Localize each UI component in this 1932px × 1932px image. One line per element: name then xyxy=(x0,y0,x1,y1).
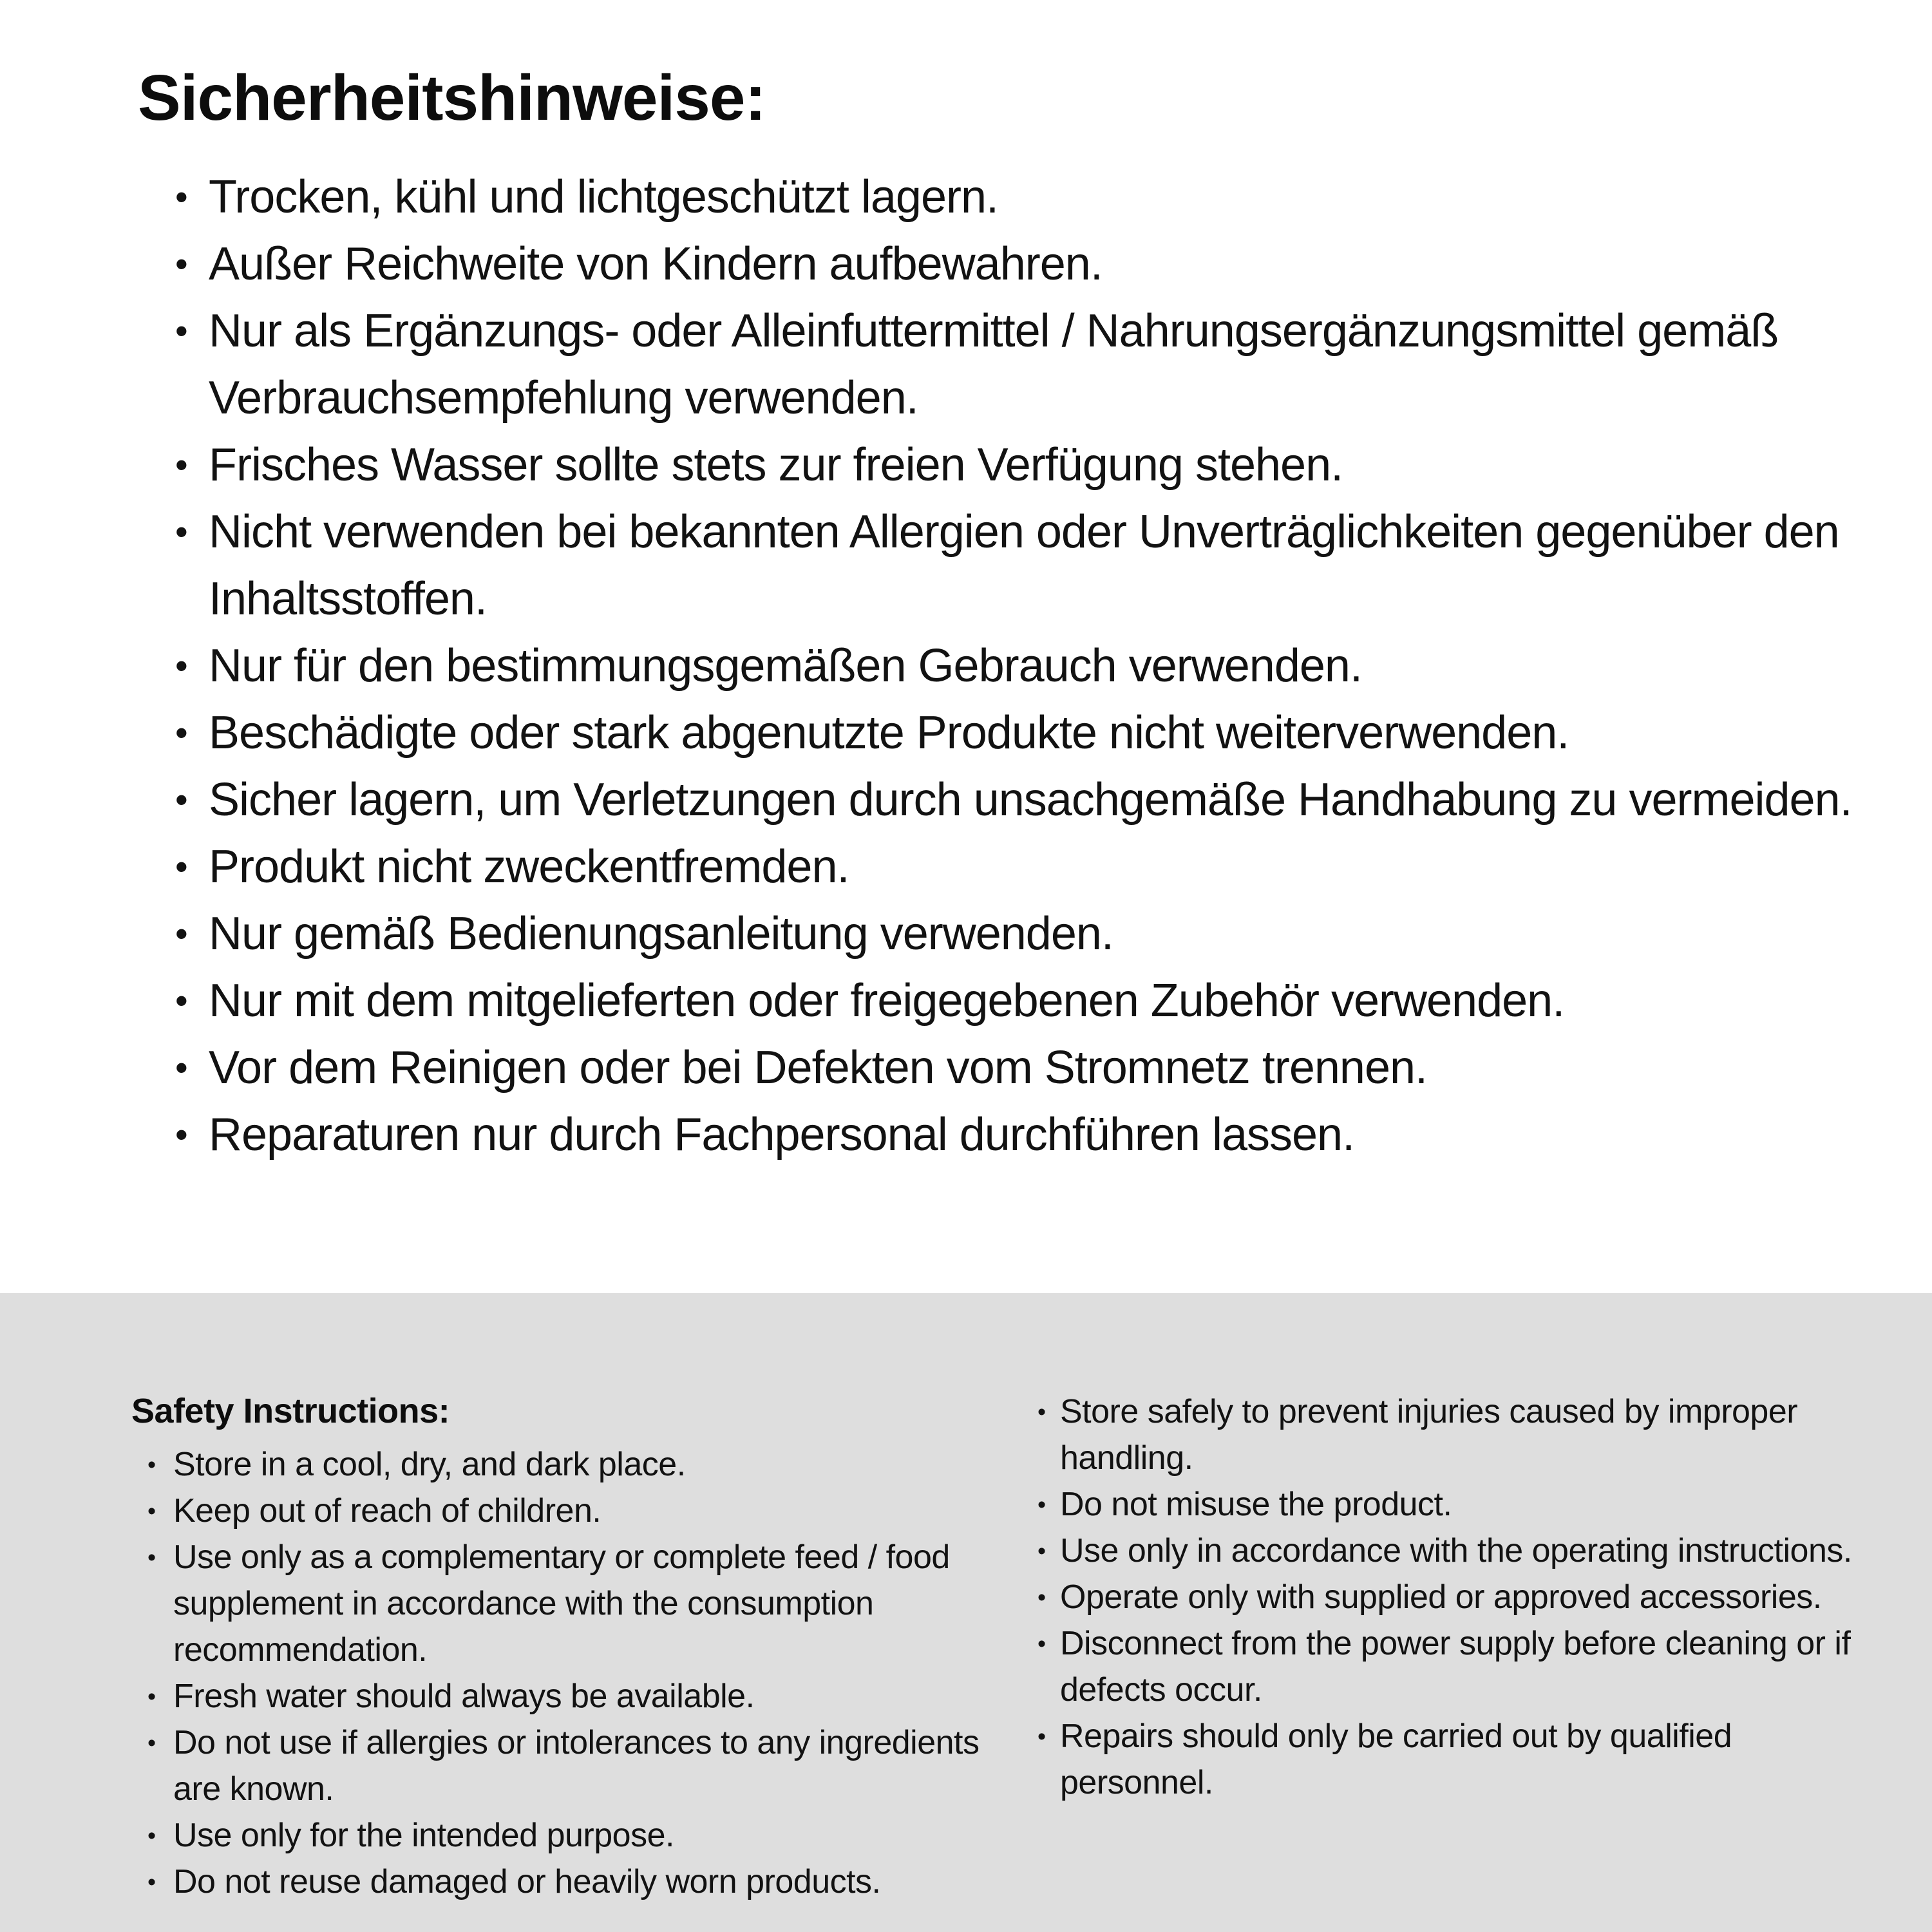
bullet-icon: • xyxy=(147,1868,156,1895)
english-safety-item-text: Store in a cool, dry, and dark place. xyxy=(173,1446,686,1483)
german-safety-item-text: Sicher lagern, um Verletzungen durch unsachgemäße Handhabung zu vermeiden. xyxy=(209,774,1852,826)
english-safety-item xyxy=(147,1534,1004,1673)
english-safety-item xyxy=(147,1673,1004,1719)
bullet-icon: • xyxy=(147,1729,156,1756)
english-safety-item xyxy=(1037,1574,1859,1620)
bullet-icon: • xyxy=(175,712,187,753)
bullet-icon: • xyxy=(1037,1537,1046,1564)
bullet-icon: • xyxy=(175,310,187,351)
english-safety-item-text: Use only for the intended purpose. xyxy=(173,1817,674,1854)
german-safety-item xyxy=(175,833,1870,900)
german-safety-item xyxy=(175,298,1870,431)
english-safety-heading: Safety Instructions: xyxy=(131,1392,450,1430)
german-safety-item-text: Nur als Ergänzungs- oder Alleinfuttermittel / Nahrungsergänzungsmittel gemäß Verbrauchsempfehlung verwenden. xyxy=(209,305,1779,424)
german-safety-item xyxy=(175,498,1870,632)
english-safety-item-text: Keep out of reach of children. xyxy=(173,1492,601,1530)
english-safety-item-text: Do not misuse the product. xyxy=(1060,1486,1452,1523)
german-safety-item xyxy=(175,431,1870,498)
english-safety-item xyxy=(1037,1481,1859,1528)
german-safety-item-text: Produkt nicht zweckentfremden. xyxy=(209,841,849,893)
bullet-icon: • xyxy=(147,1544,156,1571)
bullet-icon: • xyxy=(175,1047,187,1088)
bullet-icon: • xyxy=(175,176,187,217)
german-safety-item-text: Nicht verwenden bei bekannten Allergien oder Unverträglichkeiten gegenüber den Inhaltsstoffen. xyxy=(209,506,1839,625)
english-right-column xyxy=(1037,1388,1859,1806)
bullet-icon: • xyxy=(175,779,187,820)
german-safety-item-text: Nur gemäß Bedienungsanleitung verwenden. xyxy=(209,908,1113,960)
bullet-icon: • xyxy=(1037,1723,1046,1750)
english-columns xyxy=(131,1388,1889,1905)
english-safety-item-text: Do not use if allergies or intolerances to any ingredients are known. xyxy=(173,1724,980,1808)
bullet-icon: • xyxy=(147,1822,156,1849)
bullet-icon: • xyxy=(147,1497,156,1524)
english-safety-item-text: Disconnect from the power supply before cleaning or if defects occur. xyxy=(1060,1625,1851,1709)
english-safety-item xyxy=(147,1441,1004,1488)
german-safety-item xyxy=(175,766,1870,833)
german-safety-list xyxy=(138,164,1870,1168)
german-safety-heading: Sicherheitshinweise: xyxy=(138,62,766,134)
german-safety-item xyxy=(175,1101,1870,1168)
english-safety-item-text: Store safely to prevent injuries caused by improper handling. xyxy=(1060,1393,1798,1477)
english-safety-item xyxy=(1037,1713,1859,1806)
english-safety-item-text: Use only in accordance with the operating instructions. xyxy=(1060,1532,1852,1569)
german-safety-item xyxy=(175,900,1870,967)
german-safety-item-text: Nur für den bestimmungsgemäßen Gebrauch verwenden. xyxy=(209,640,1362,692)
bullet-icon: • xyxy=(1037,1584,1046,1611)
german-safety-item-text: Außer Reichweite von Kindern aufbewahren. xyxy=(209,238,1103,290)
bullet-icon: • xyxy=(175,511,187,552)
english-safety-item-text: Operate only with supplied or approved accessories. xyxy=(1060,1578,1822,1616)
german-safety-item-text: Beschädigte oder stark abgenutzte Produkte nicht weiterverwenden. xyxy=(209,707,1569,759)
english-safety-item xyxy=(1037,1388,1859,1481)
german-safety-item xyxy=(175,164,1870,231)
german-safety-item xyxy=(175,1034,1870,1101)
english-left-list xyxy=(131,1441,1004,1905)
german-safety-item-text: Reparaturen nur durch Fachpersonal durchführen lassen. xyxy=(209,1109,1355,1160)
german-safety-item-text: Vor dem Reinigen oder bei Defekten vom Stromnetz trennen. xyxy=(209,1042,1428,1094)
bullet-icon: • xyxy=(147,1451,156,1478)
bullet-icon: • xyxy=(147,1683,156,1710)
bullet-icon: • xyxy=(1037,1398,1046,1425)
english-safety-item-text: Repairs should only be carried out by qualified personnel. xyxy=(1060,1718,1732,1801)
english-safety-item-text: Use only as a complementary or complete feed / food supplement in accordance with the consumption recommendation. xyxy=(173,1539,950,1669)
bullet-icon: • xyxy=(175,913,187,954)
bullet-icon: • xyxy=(1037,1491,1046,1518)
english-safety-item xyxy=(1037,1620,1859,1713)
english-safety-item-text: Fresh water should always be available. xyxy=(173,1678,755,1715)
german-safety-item xyxy=(175,699,1870,766)
english-right-list xyxy=(1037,1388,1859,1806)
bullet-icon: • xyxy=(1037,1630,1046,1657)
english-safety-item xyxy=(1037,1528,1859,1574)
bullet-icon: • xyxy=(175,846,187,887)
english-safety-section xyxy=(0,1293,1932,1932)
german-safety-item-text: Trocken, kühl und lichtgeschützt lagern. xyxy=(209,171,999,223)
english-safety-item xyxy=(147,1488,1004,1534)
german-safety-item-text: Nur mit dem mitgelieferten oder freigegebenen Zubehör verwenden. xyxy=(209,975,1565,1027)
english-left-column xyxy=(131,1388,1004,1905)
german-safety-item-text: Frisches Wasser sollte stets zur freien Verfügung stehen. xyxy=(209,439,1343,491)
english-safety-item xyxy=(147,1859,1004,1905)
english-safety-item xyxy=(147,1812,1004,1859)
english-safety-item-text: Do not reuse damaged or heavily worn products. xyxy=(173,1863,881,1900)
bullet-icon: • xyxy=(175,980,187,1021)
german-safety-item xyxy=(175,967,1870,1034)
bullet-icon: • xyxy=(175,243,187,284)
german-safety-item xyxy=(175,632,1870,699)
english-safety-item xyxy=(147,1719,1004,1812)
bullet-icon: • xyxy=(175,645,187,686)
bullet-icon: • xyxy=(175,1114,187,1155)
german-safety-item xyxy=(175,231,1870,298)
bullet-icon: • xyxy=(175,444,187,485)
